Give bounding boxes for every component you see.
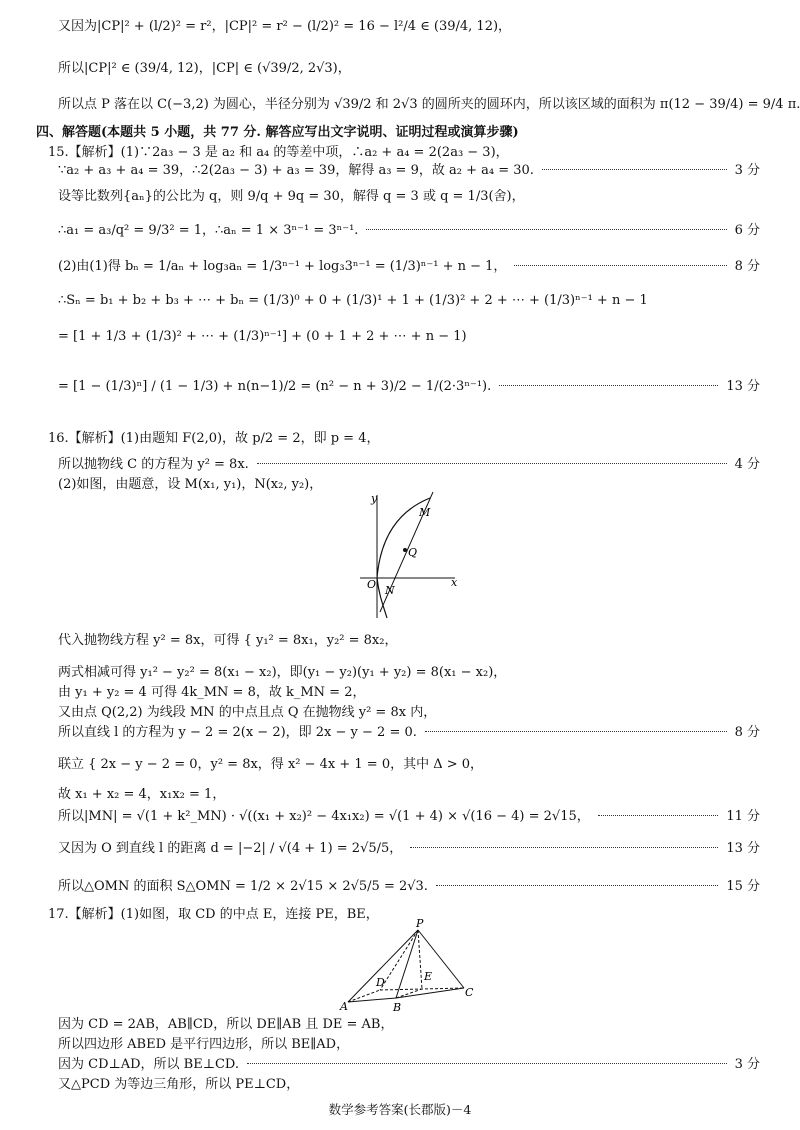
q16-line <box>58 840 760 858</box>
q15-line <box>58 162 760 180</box>
score-mark: 3 分 <box>734 1057 760 1072</box>
text-line: 所以点 P 落在以 C(−3,2) 为圆心，半径分别为 √39/2 和 2√3 的圆所夹的圆环内，所以该区域的面积为 π(12 − 39/4) = 9/4 π. <box>58 97 800 112</box>
q16-line <box>58 724 760 742</box>
label-m: M <box>419 506 431 519</box>
leader-dots <box>542 169 727 170</box>
q16-line: 联立 { 2x − y − 2 = 0，y² = 8x，得 x² − 4x + 1 = 0，其中 Δ > 0， <box>58 757 484 772</box>
point-q <box>403 548 407 552</box>
edge-be <box>396 989 422 998</box>
q16-line <box>58 456 760 474</box>
score-mark: 6 分 <box>734 223 760 238</box>
q17-line <box>58 1056 760 1074</box>
label-a: A <box>340 1000 348 1013</box>
q16-line: (2)如图，由题意，设 M(x₁, y₁)，N(x₂, y₂)， <box>58 477 323 492</box>
leader-dots <box>514 265 726 266</box>
pyramid-figure <box>338 918 478 1014</box>
q15-line: 15.【解析】(1)∵2a₃ − 3 是 a₂ 和 a₄ 的等差中项，∴a₂ + a₄ = 2(2a₃ − 3)， <box>48 145 509 160</box>
score-mark: 13 分 <box>726 379 760 394</box>
leader-dots <box>366 229 726 230</box>
q15-line <box>58 258 760 276</box>
leader-dots <box>257 463 727 464</box>
q15-line <box>58 222 760 240</box>
line-text: 因为 CD⊥AD，所以 BE⊥CD. <box>58 1057 239 1072</box>
leader-dots <box>598 815 719 816</box>
q16-line: 代入抛物线方程 y² = 8x，可得 { y₁² = 8x₁，y₂² = 8x₂， <box>58 633 398 648</box>
q16-line: 又由点 Q(2,2) 为线段 MN 的中点且点 Q 在抛物线 y² = 8x 内， <box>58 705 437 720</box>
edge-pb <box>396 930 418 998</box>
q15-line: = [1 + 1/3 + (1/3)² + ⋯ + (1/3)ⁿ⁻¹] + (0 + 1 + 2 + ⋯ + n − 1) <box>58 329 467 344</box>
q16-line: 16.【解析】(1)由题知 F(2,0)，故 p/2 = 2，即 p = 4， <box>48 431 380 446</box>
q17-line: 所以四边形 ABED 是平行四边形，所以 BE∥AD， <box>58 1037 350 1052</box>
score-mark: 15 分 <box>726 879 760 894</box>
q15-line: 设等比数列{aₙ}的公比为 q，则 9/q + 9q = 30，解得 q = 3 或 q = 1/3(舍)， <box>58 189 525 204</box>
line-text: ∴a₁ = a₃/q² = 9/3² = 1，∴aₙ = 1 × 3ⁿ⁻¹ = 3ⁿ⁻¹. <box>58 223 359 238</box>
edge-ab <box>348 998 396 1002</box>
label-c: C <box>465 986 474 999</box>
label-n: N <box>385 584 395 597</box>
score-mark: 8 分 <box>734 725 760 740</box>
label-d: D <box>376 976 385 989</box>
q17-line: 17.【解析】(1)如图，取 CD 的中点 E，连接 PE，BE， <box>48 907 379 922</box>
q15-line <box>58 378 760 396</box>
score-mark: 4 分 <box>734 457 760 472</box>
leader-dots <box>499 385 718 386</box>
text-line: 所以|CP|² ∈ (39/4, 12)，|CP| ∈ (√39/2, 2√3)， <box>58 61 351 76</box>
line-text: ∵a₂ + a₃ + a₄ = 39，∴2(2a₃ − 3) + a₃ = 39，解得 a₃ = 9，故 a₂ + a₄ = 30. <box>58 163 534 178</box>
page-footer: 数学参考答案(长郡版)－4 <box>328 1102 472 1117</box>
leader-dots <box>247 1063 727 1064</box>
q16-line <box>58 878 760 896</box>
label-q: Q <box>408 546 418 559</box>
line-text: 所以直线 l 的方程为 y − 2 = 2(x − 2)，即 2x − y − 2 = 0. <box>58 725 417 740</box>
line-text: 所以抛物线 C 的方程为 y² = 8x. <box>58 457 249 472</box>
q16-line: 由 y₁ + y₂ = 4 可得 4k_MN = 8，故 k_MN = 2， <box>58 685 366 700</box>
q15-line: ∴Sₙ = b₁ + b₂ + b₃ + ⋯ + bₙ = (1/3)⁰ + 0 + (1/3)¹ + 1 + (1/3)² + 2 + ⋯ + (1/3)ⁿ⁻¹ + n − 1 <box>58 293 648 308</box>
label-b: B <box>393 1001 402 1014</box>
score-mark: 3 分 <box>734 163 760 178</box>
line-text: 所以|MN| = √(1 + k²_MN) · √((x₁ + x₂)² − 4x₁x₂) = √(1 + 4) × √(16 − 4) = 2√15， <box>58 809 590 824</box>
edge-pa <box>348 930 418 1002</box>
parabola-figure <box>355 490 465 620</box>
q16-line <box>58 808 760 826</box>
text-line: 又因为|CP|² + (l/2)² = r²，|CP|² = r² − (l/2)² = 16 − l²/4 ∈ (39/4, 12)， <box>58 19 512 34</box>
label-e: E <box>424 970 433 983</box>
label-p: P <box>416 918 424 930</box>
edge-pe <box>418 930 422 989</box>
line-text: = [1 − (1/3)ⁿ] / (1 − 1/3) + n(n−1)/2 = (n² − n + 3)/2 − 1/(2·3ⁿ⁻¹). <box>58 379 492 394</box>
q17-line: 又△PCD 为等边三角形，所以 PE⊥CD， <box>58 1077 300 1092</box>
label-y: y <box>371 492 378 505</box>
q17-line: 因为 CD = 2AB，AB∥CD，所以 DE∥AB 且 DE = AB， <box>58 1017 394 1032</box>
leader-dots <box>410 847 718 848</box>
score-mark: 11 分 <box>726 809 760 824</box>
q16-line: 两式相减可得 y₁² − y₂² = 8(x₁ − x₂)，即(y₁ − y₂)(y₁ + y₂) = 8(x₁ − x₂)， <box>58 665 507 680</box>
edge-pd <box>380 930 418 990</box>
q16-line: 故 x₁ + x₂ = 4，x₁x₂ = 1， <box>58 787 226 802</box>
score-mark: 8 分 <box>734 259 760 274</box>
line-text: (2)由(1)得 bₙ = 1/aₙ + log₃aₙ = 1/3ⁿ⁻¹ + log₃3ⁿ⁻¹ = (1/3)ⁿ⁻¹ + n − 1， <box>58 259 507 274</box>
leader-dots <box>425 731 727 732</box>
line-text: 又因为 O 到直线 l 的距离 d = |−2| / √(4 + 1) = 2√5/5， <box>58 841 403 856</box>
leader-dots <box>436 885 718 886</box>
label-x: x <box>451 576 458 589</box>
score-mark: 13 分 <box>726 841 760 856</box>
section-heading: 四、解答题(本题共 5 小题，共 77 分. 解答应写出文字说明、证明过程或演算步骤) <box>36 125 519 140</box>
line-text: 所以△OMN 的面积 S△OMN = 1/2 × 2√15 × 2√5/5 = 2√3. <box>58 879 428 894</box>
label-o: O <box>367 578 377 591</box>
